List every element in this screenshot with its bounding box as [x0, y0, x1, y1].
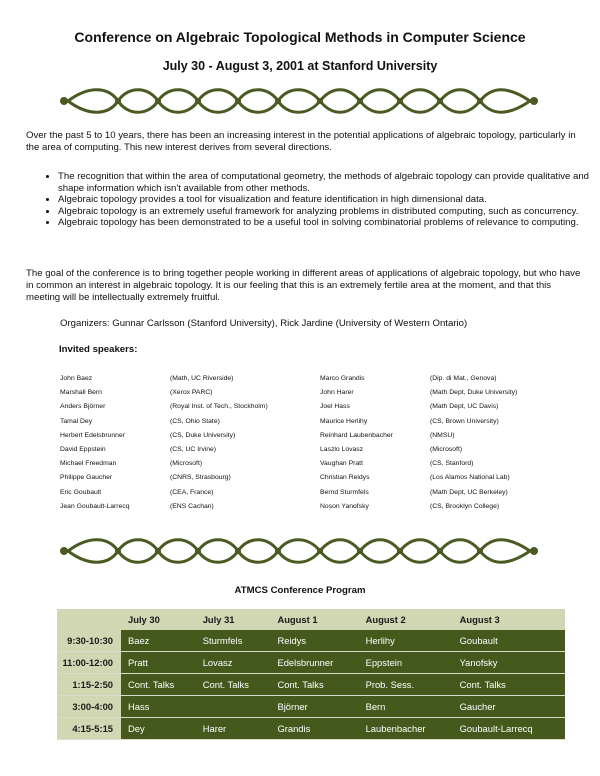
invited-speakers-heading: Invited speakers:	[59, 344, 138, 355]
speaker-affiliation: (Math, UC Riverside)	[170, 375, 234, 382]
speaker-name: Herbert Edelsbrunner	[60, 431, 125, 439]
session-cell: Hass	[121, 696, 196, 718]
speaker-affiliation: (Los Alamos National Lab)	[430, 474, 510, 482]
bullet-item: • Algebraic topology is an extremely useful framework for analyzing problems in distributed computing, such as concurrency.	[58, 206, 598, 218]
speaker-names-right	[320, 373, 430, 515]
session-cell: Eppstein	[359, 652, 453, 674]
speaker-name: David Eppstein	[60, 445, 106, 453]
intro-paragraph: Over the past 5 to 10 years, there has been an increasing interest in the potential applications of algebraic topology, particularly in the area of computing. This new interest derives from several directions.	[26, 130, 576, 153]
bullet-item: • The recognition that within the area of computational geometry, the methods of algebraic topology can provide qualitative and shape information which isn't available from other methods.	[58, 171, 598, 194]
speaker-name: John Harer	[320, 389, 354, 397]
session-cell: Gaucher	[453, 696, 565, 718]
day-header: August 2	[359, 609, 453, 630]
session-cell: Bern	[359, 696, 453, 718]
session-cell: Björner	[270, 696, 358, 718]
speaker-name: Maurice Herlihy	[320, 417, 368, 425]
session-cell: Reidys	[270, 630, 358, 652]
table-header-row	[57, 609, 565, 630]
speaker-name: Bernd Sturmfels	[320, 488, 369, 496]
speaker-affiliation: (Dip. di Mat., Genova)	[430, 375, 497, 382]
speaker-name: Eric Goubault	[60, 488, 102, 496]
speaker-name: Marco Grandis	[320, 375, 365, 382]
page-subtitle: July 30 - August 3, 2001 at Stanford University	[162, 59, 438, 73]
ornamental-divider-bottom	[58, 534, 540, 568]
session-cell: Baez	[121, 630, 196, 652]
session-cell: Lovasz	[196, 652, 271, 674]
session-cell: Cont. Talks	[121, 674, 196, 696]
session-cell: Cont. Talks	[196, 674, 271, 696]
speaker-affiliations-right	[430, 373, 580, 515]
speaker-affiliation: (Microsoft)	[430, 445, 463, 453]
speaker-affiliation: (Royal Inst. of Tech., Stockholm)	[170, 403, 268, 411]
time-slot: 9:30-10:30	[57, 630, 121, 652]
session-cell	[196, 696, 271, 718]
speaker-names-left	[60, 373, 170, 515]
session-cell: Edelsbrunner	[270, 652, 358, 674]
time-slot: 1:15-2:50	[57, 674, 121, 696]
day-header: August 1	[270, 609, 358, 630]
table-row	[57, 696, 565, 718]
speaker-name: Philippe Gaucher	[60, 474, 113, 482]
table-corner-cell	[57, 609, 121, 630]
ornamental-divider-top	[58, 84, 540, 118]
program-title: ATMCS Conference Program	[234, 585, 366, 596]
session-cell: Pratt	[121, 652, 196, 674]
speaker-affiliation: (Xerox PARC)	[170, 389, 213, 397]
speaker-affiliation: (CS, UC Irvine)	[170, 445, 217, 453]
speaker-affiliation: (CNRS, Strasbourg)	[170, 474, 231, 482]
speaker-affiliation: (CS, Brooklyn College)	[430, 502, 500, 510]
table-row	[57, 630, 565, 652]
session-cell: Dey	[121, 718, 196, 740]
speaker-name: Noson Yanofsky	[320, 502, 369, 510]
day-header: July 30	[121, 609, 196, 630]
speaker-name: Reinhard Laubenbacher	[320, 431, 393, 439]
session-cell: Yanofsky	[453, 652, 565, 674]
speaker-affiliation: (CS, Stanford)	[430, 460, 474, 468]
session-cell: Sturmfels	[196, 630, 271, 652]
session-cell: Cont. Talks	[270, 674, 358, 696]
speaker-name: Christian Reidys	[320, 474, 370, 482]
table-row	[57, 674, 565, 696]
speaker-name: Tamal Dey	[60, 417, 93, 425]
speaker-name: Michael Freedman	[60, 460, 117, 468]
session-cell: Goubault	[453, 630, 565, 652]
bullet-item: • Algebraic topology has been demonstrated to be a useful tool in solving combinatorial problems of relevance to computing.	[58, 217, 598, 229]
speaker-affiliation: (ENS Cachan)	[170, 502, 214, 510]
bullet-list	[26, 171, 598, 229]
organizers-line: Organizers: Gunnar Carlsson (Stanford University), Rick Jardine (University of Western Ontario)	[60, 318, 468, 329]
speaker-name: Marshall Bern	[60, 389, 102, 397]
page-title: Conference on Algebraic Topological Methods in Computer Science	[74, 29, 526, 45]
table-row	[57, 718, 565, 740]
speaker-affiliation: (Microsoft)	[170, 460, 203, 468]
speaker-affiliation: (CEA, France)	[170, 488, 214, 496]
day-header: August 3	[453, 609, 565, 630]
goal-paragraph: The goal of the conference is to bring together people working in different areas of applications of algebraic topology, but who have in common an interest in algebraic topology. It is our feeling that this is an extremely fertile area at the moment, and that this meeting will be intellectually extremely fruitful.	[26, 268, 581, 303]
time-slot: 11:00-12:00	[57, 652, 121, 674]
speaker-affiliation: (CS, Duke University)	[170, 431, 236, 439]
session-cell: Harer	[196, 718, 271, 740]
speaker-name: John Baez	[60, 375, 93, 382]
speaker-name: Jean Goubault-Larrecq	[60, 502, 130, 510]
session-cell: Laubenbacher	[359, 718, 453, 740]
session-cell: Herlihy	[359, 630, 453, 652]
speaker-affiliation: (Math Dept, UC Berkeley)	[430, 488, 508, 496]
speaker-affiliation: (Math Dept, UC Davis)	[430, 403, 499, 411]
time-slot: 4:15-5:15	[57, 718, 121, 740]
speaker-name: Laszlo Lovasz	[320, 445, 364, 453]
speaker-affiliation: (Math Dept, Duke University)	[430, 389, 518, 397]
speaker-affiliations-left	[170, 373, 315, 515]
day-header: July 31	[196, 609, 271, 630]
speaker-name: Vaughan Pratt	[320, 460, 363, 468]
speaker-name: Anders Björner	[60, 403, 106, 411]
session-cell: Cont. Talks	[453, 674, 565, 696]
speaker-affiliation: (CS, Brown University)	[430, 417, 499, 425]
session-cell: Prob. Sess.	[359, 674, 453, 696]
bullet-item: • Algebraic topology provides a tool for visualization and feature identification in high dimensional data.	[58, 194, 598, 206]
table-row	[57, 652, 565, 674]
speaker-affiliation: (CS, Ohio State)	[170, 417, 220, 425]
time-slot: 3:00-4:00	[57, 696, 121, 718]
speaker-name: Joel Hass	[320, 403, 350, 411]
session-cell: Goubault-Larrecq	[453, 718, 565, 740]
session-cell: Grandis	[270, 718, 358, 740]
speaker-affiliation: (NMSU)	[430, 431, 455, 439]
program-table	[57, 609, 565, 740]
